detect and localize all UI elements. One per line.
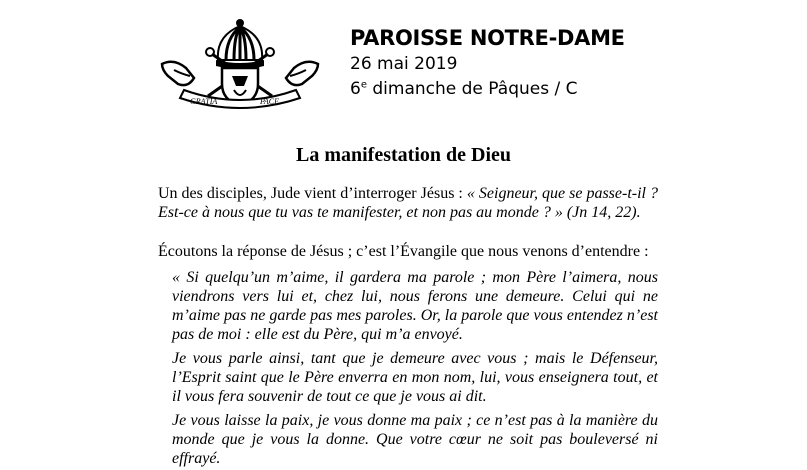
sunday-label: dimanche de Pâques / C xyxy=(366,79,578,99)
gospel-quote-3: Je vous laisse la paix, je vous donne ma paix ; ce n’est pas à la manière du monde que je vous la donne. Que votre cœur ne soit pas bouleversé ni effrayé. xyxy=(172,412,658,467)
sunday-number: 6 xyxy=(350,79,361,99)
intro-paragraph xyxy=(158,184,658,222)
parish-coat-of-arms-logo xyxy=(160,14,320,116)
article-title: La manifestation de Dieu xyxy=(296,144,511,166)
bulletin-date: 26 mai 2019 xyxy=(350,54,458,74)
intro-quote: « Seigneur, que se passe-t-il ? Est-ce à nous que tu vas te manifester, et non pas au monde ? » (Jn 14, 22). xyxy=(158,185,659,221)
lead-paragraph: Écoutons la réponse de Jésus ; c’est l’Évangile que nous venons d’entendre : xyxy=(158,243,649,260)
sunday-ordinal-suffix: e xyxy=(360,79,367,91)
parish-name: PAROISSE NOTRE-DAME xyxy=(350,26,625,50)
logo-motto-left: GRATIA xyxy=(190,97,218,106)
gospel-quote-2: Je vous parle ainsi, tant que je demeure avec vous ; mais le Défenseur, l’Esprit saint que le Père enverra en mon nom, lui, vous enseignera tout, et il vous fera souvenir de tout ce que je vous ai dit. xyxy=(172,350,658,405)
liturgical-sunday xyxy=(350,79,577,99)
intro-text: Un des disciples, Jude vient d’interroger Jésus : xyxy=(158,185,467,202)
gospel-quote-1: « Si quelqu’un m’aime, il gardera ma parole ; mon Père l’aimera, nous viendrons vers lui et, chez lui, nous ferons une demeure. Celui qui ne m’aime pas ne garde pas mes paroles. Or, la parole que vous entendez n’est pas de moi : elle est du Père, qui m’a envoyé. xyxy=(172,269,658,343)
logo-motto-right: PACE xyxy=(260,97,279,106)
